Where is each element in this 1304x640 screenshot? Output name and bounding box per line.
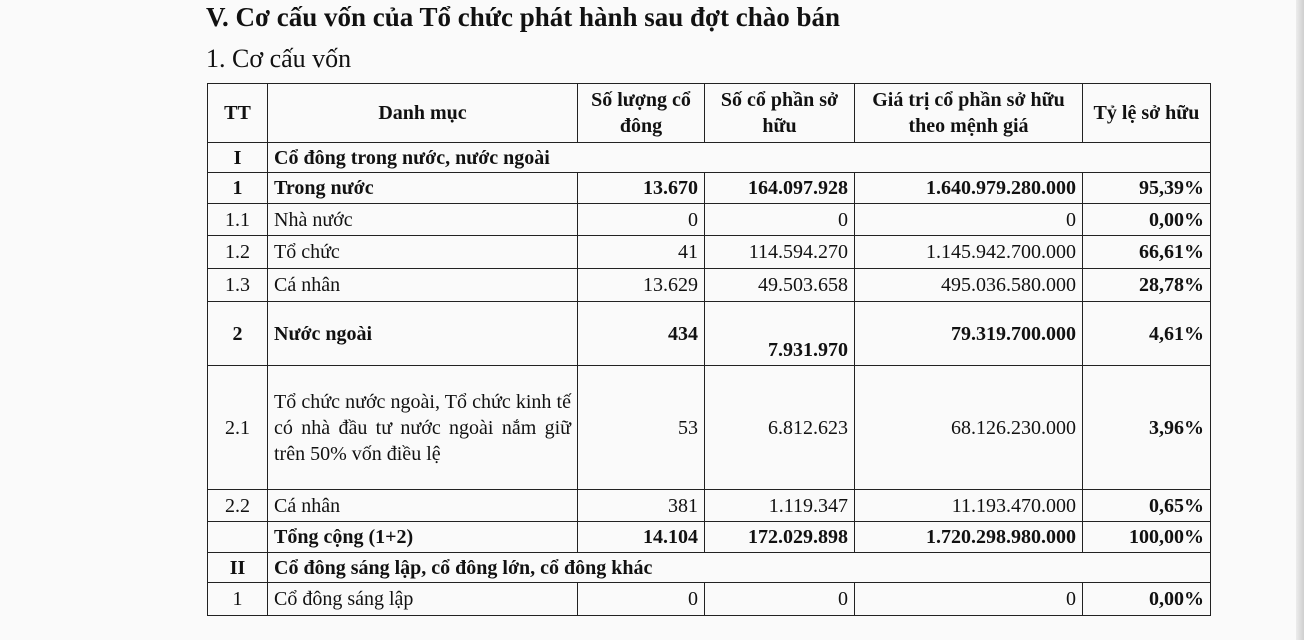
row-tt: 1 (208, 583, 268, 616)
table-row (208, 173, 1211, 204)
table-row (208, 269, 1211, 302)
row-shares: 172.029.898 (705, 522, 855, 553)
table-header-row (208, 84, 1211, 143)
row-tt: 1.3 (208, 269, 268, 302)
row-tt: 1.2 (208, 236, 268, 269)
table-row (208, 204, 1211, 236)
page-edge (1296, 0, 1304, 640)
table-row (208, 236, 1211, 269)
capital-structure-table (207, 83, 1211, 616)
row-category: Cá nhân (268, 490, 578, 522)
row-shareholders: 41 (578, 236, 705, 269)
row-shares: 1.119.347 (705, 490, 855, 522)
row-category: Cá nhân (268, 269, 578, 302)
row-shareholders: 13.670 (578, 173, 705, 204)
table-total-row (208, 522, 1211, 553)
header-ratio: Tỷ lệ sở hữu (1083, 84, 1211, 143)
row-value: 1.145.942.700.000 (855, 236, 1083, 269)
row-category: Cổ đông sáng lập (268, 583, 578, 616)
row-category: Nước ngoài (268, 302, 578, 366)
row-shares: 164.097.928 (705, 173, 855, 204)
row-shareholders: 434 (578, 302, 705, 366)
row-shareholders: 53 (578, 366, 705, 490)
header-category: Danh mục (268, 84, 578, 143)
group-heading: Cổ đông sáng lập, cổ đông lớn, cổ đông khác (268, 553, 1211, 583)
row-shareholders: 0 (578, 583, 705, 616)
table-row (208, 143, 1211, 173)
row-ratio: 4,61% (1083, 302, 1211, 366)
row-value: 79.319.700.000 (855, 302, 1083, 366)
row-category: Tổ chức nước ngoài, Tổ chức kinh tế có nhà đầu tư nước ngoài nắm giữ trên 50% vốn điều lệ (268, 366, 578, 490)
header-shares: Số cổ phần sở hữu (705, 84, 855, 143)
row-ratio: 100,00% (1083, 522, 1211, 553)
row-shares: 49.503.658 (705, 269, 855, 302)
row-value: 495.036.580.000 (855, 269, 1083, 302)
row-category: Trong nước (268, 173, 578, 204)
row-tt: 1.1 (208, 204, 268, 236)
row-ratio: 0,00% (1083, 204, 1211, 236)
row-ratio: 0,65% (1083, 490, 1211, 522)
row-category: Tổng cộng (1+2) (268, 522, 578, 553)
row-ratio: 66,61% (1083, 236, 1211, 269)
row-shareholders: 0 (578, 204, 705, 236)
row-shares: 0 (705, 583, 855, 616)
row-shareholders: 14.104 (578, 522, 705, 553)
header-shareholders: Số lượng cổ đông (578, 84, 705, 143)
row-tt: II (208, 553, 268, 583)
header-par-value: Giá trị cổ phần sở hữu theo mệnh giá (855, 84, 1083, 143)
row-value: 0 (855, 583, 1083, 616)
row-ratio: 3,96% (1083, 366, 1211, 490)
row-value: 68.126.230.000 (855, 366, 1083, 490)
row-tt (208, 522, 268, 553)
row-shares: 7.931.970 (705, 302, 855, 366)
table-row (208, 490, 1211, 522)
group-heading: Cổ đông trong nước, nước ngoài (268, 143, 1211, 173)
table-row (208, 366, 1211, 490)
table-row (208, 553, 1211, 583)
header-tt: TT (208, 84, 268, 143)
row-ratio: 28,78% (1083, 269, 1211, 302)
row-shares: 0 (705, 204, 855, 236)
row-shareholders: 381 (578, 490, 705, 522)
row-ratio: 95,39% (1083, 173, 1211, 204)
row-value: 11.193.470.000 (855, 490, 1083, 522)
row-value: 1.720.298.980.000 (855, 522, 1083, 553)
section-title: V. Cơ cấu vốn của Tổ chức phát hành sau đợt chào bán (206, 2, 841, 32)
row-tt: I (208, 143, 268, 173)
row-tt: 1 (208, 173, 268, 204)
row-tt: 2.1 (208, 366, 268, 490)
table-row (208, 583, 1211, 616)
row-ratio: 0,00% (1083, 583, 1211, 616)
row-category: Tổ chức (268, 236, 578, 269)
row-value: 1.640.979.280.000 (855, 173, 1083, 204)
row-tt: 2 (208, 302, 268, 366)
row-shareholders: 13.629 (578, 269, 705, 302)
row-tt: 2.2 (208, 490, 268, 522)
row-value: 0 (855, 204, 1083, 236)
row-shares: 6.812.623 (705, 366, 855, 490)
subsection-title: 1. Cơ cấu vốn (206, 44, 352, 73)
row-shares: 114.594.270 (705, 236, 855, 269)
table-row (208, 302, 1211, 366)
row-category: Nhà nước (268, 204, 578, 236)
